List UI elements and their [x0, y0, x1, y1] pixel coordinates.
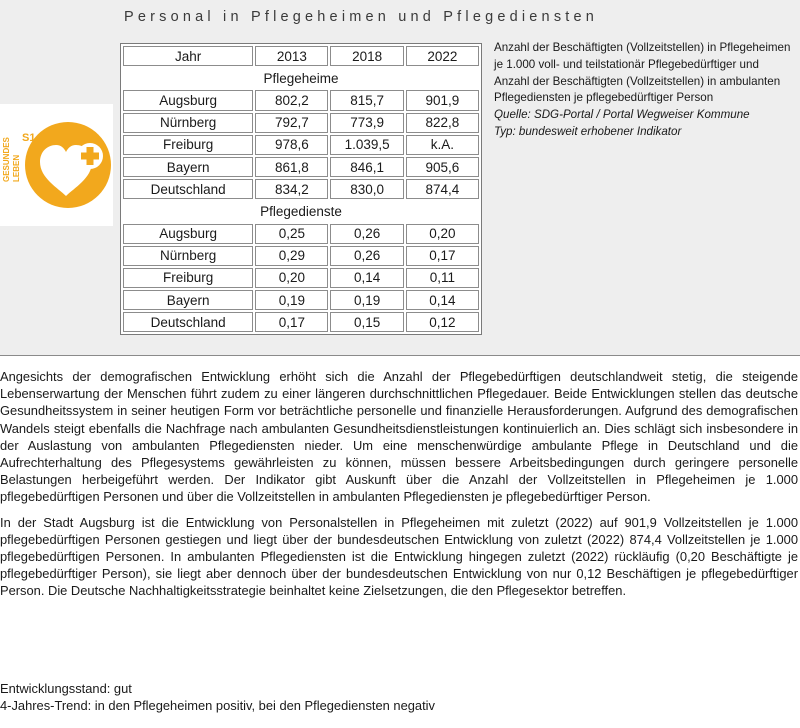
paragraph-analysis: In der Stadt Augsburg ist die Entwicklung von Personalstellen in Pflegeheimen mit zuletzt (2022) auf 901,9 Vollzeitstellen je 1.000 pflegebedürftigen Personen gestiegen und liegt über der bundesdeutschen Entwicklung von zuletzt (2022) 874,4 Vollzeitstellen je 1.000 pflegebedürftigen Personen. In ambulanten Pflegediensten ist die Entwicklung hingegen zuletzt (2022) rückläufig (0,20 Beschäftigte je pflegebedürftiger Person), sie liegt aber dennoch über der bundesdeutschen Entwicklung von nur 0,12 Beschäftigen je pflegebedürftiger Person. Die Deutsche Nachhaltigkeitsstrategie beinhaltet keine Zielsetzungen, die den Pflegesektor betreffen.	[0, 514, 798, 599]
table-body	[123, 46, 479, 332]
value-cell: 792,7	[255, 113, 328, 133]
region-cell: Bayern	[123, 157, 253, 177]
region-cell: Deutschland	[123, 179, 253, 199]
paragraph-intro: Angesichts der demografischen Entwicklung erhöht sich die Anzahl der Pflegebedürftigen deutschlandweit stetig, die steigende Lebenserwartung der Menschen führt zudem zu einer längeren durchschnittlichen Pflegedauer. Beide Entwicklungen stellen das deutsche Gesundheitssystem in seiner heutigen Form vor beträchtliche personelle und finanzielle Herausforderungen. Aufgrund des demografischen Wandels steigt ebenfalls die Nachfrage nach ambulanten Gesundheitsdienstleistungen kontinuierlich an. Dies schlägt sich insbesondere in der Auslastung von ambulanten Pflegediensten nieder. Um eine menschenwürdige ambulante Pflege in Deutschland und die Aufrechterhaltung des Pflegesystems gewährleisten zu können, müssen bessere Arbeitsbedingungen durch geringere personelle Belastungen herbeigeführt werden. Der Indikator gibt Auskunft über die Anzahl der Vollzeitstellen in Pflegeheimen je 1.000 pflegebedürftigen Personen und über die Vollzeitstellen in ambulanten Pflegediensten je pflegebedürftiger Person.	[0, 369, 798, 505]
table-row	[123, 246, 479, 266]
table-row	[123, 113, 479, 133]
region-cell: Nürnberg	[123, 246, 253, 266]
header-cell: 2018	[330, 46, 403, 66]
table-row	[123, 224, 479, 244]
value-cell: 834,2	[255, 179, 328, 199]
value-cell: 901,9	[406, 90, 479, 110]
value-cell: 0,20	[406, 224, 479, 244]
logo-label-line2: LEBEN	[12, 154, 21, 182]
type-text: Typ: bundesweit erhobener Indikator	[494, 124, 682, 138]
value-cell: 0,19	[255, 290, 328, 310]
value-cell: 0,25	[255, 224, 328, 244]
four-year-trend: 4-Jahres-Trend: in den Pflegeheimen positiv, bei den Pflegediensten negativ	[0, 698, 435, 714]
value-cell: 0,26	[330, 224, 403, 244]
logo-code: S1	[22, 132, 36, 144]
value-cell: 822,8	[406, 113, 479, 133]
value-cell: 802,2	[255, 90, 328, 110]
table-section-row	[123, 68, 479, 88]
value-cell: 0,17	[406, 246, 479, 266]
value-cell: 861,8	[255, 157, 328, 177]
header-cell: 2022	[406, 46, 479, 66]
region-cell: Augsburg	[123, 90, 253, 110]
value-cell: 1.039,5	[330, 135, 403, 155]
table-row	[123, 135, 479, 155]
value-cell: 0,19	[330, 290, 403, 310]
status-block	[0, 680, 435, 714]
sdg-logo	[0, 104, 113, 226]
value-cell: 0,14	[406, 290, 479, 310]
region-cell: Nürnberg	[123, 113, 253, 133]
value-cell: 0,20	[255, 268, 328, 288]
table-row	[123, 90, 479, 110]
value-cell: 905,6	[406, 157, 479, 177]
table-row	[123, 179, 479, 199]
table-row	[123, 268, 479, 288]
header-cell: Jahr	[123, 46, 253, 66]
value-cell: 0,12	[406, 312, 479, 332]
region-cell: Freiburg	[123, 268, 253, 288]
header-cell: 2013	[255, 46, 328, 66]
value-cell: 874,4	[406, 179, 479, 199]
value-cell: 0,15	[330, 312, 403, 332]
region-cell: Freiburg	[123, 135, 253, 155]
region-cell: Bayern	[123, 290, 253, 310]
page-title: Personal in Pflegeheimen und Pflegediensten	[124, 9, 599, 25]
data-table	[120, 43, 482, 335]
value-cell: 0,29	[255, 246, 328, 266]
value-cell: 978,6	[255, 135, 328, 155]
section-heading: Pflegedienste	[260, 203, 342, 219]
source-text: Quelle: SDG-Portal / Portal Wegweiser Kommune	[494, 108, 750, 122]
value-cell: 0,26	[330, 246, 403, 266]
value-cell: 815,7	[330, 90, 403, 110]
development-status: Entwicklungsstand: gut	[0, 681, 132, 696]
section-heading: Pflegeheime	[263, 70, 339, 86]
table-row	[123, 290, 479, 310]
value-cell: 0,17	[255, 312, 328, 332]
value-cell: 830,0	[330, 179, 403, 199]
region-cell: Augsburg	[123, 224, 253, 244]
table-header-row	[123, 46, 479, 66]
indicator-panel	[0, 0, 800, 356]
description-text: Anzahl der Beschäftigten (Vollzeitstellen) in Pflegeheimen je 1.000 voll- und teilstationär Pflegebedürftiger und Anzahl der Beschäftigten (Vollzeitstellen) in ambulanten Pflegediensten je pflegebedürftiger Person	[494, 41, 791, 105]
indicator-description	[494, 40, 794, 141]
table-row	[123, 312, 479, 332]
value-cell: k.A.	[406, 135, 479, 155]
heart-plus-icon	[0, 104, 113, 226]
region-cell: Deutschland	[123, 312, 253, 332]
value-cell: 0,11	[406, 268, 479, 288]
value-cell: 773,9	[330, 113, 403, 133]
table-section-row	[123, 201, 479, 221]
body-text	[0, 368, 798, 608]
table-row	[123, 157, 479, 177]
value-cell: 846,1	[330, 157, 403, 177]
logo-label-line1: GESUNDES	[2, 137, 11, 182]
value-cell: 0,14	[330, 268, 403, 288]
